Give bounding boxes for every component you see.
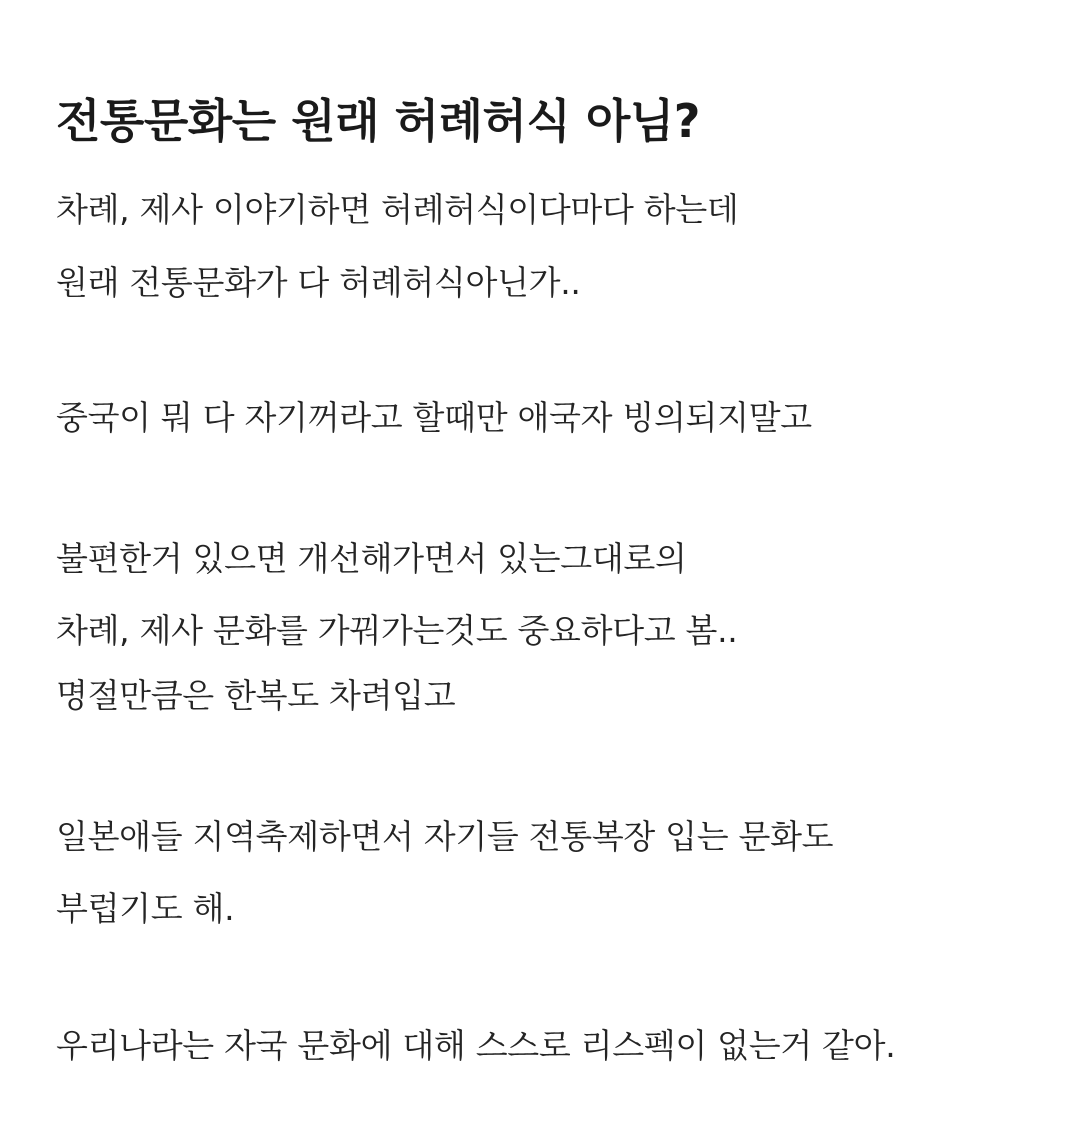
- body-line: 차례, 제사 문화를 가꿔가는것도 중요하다고 봄..: [56, 611, 738, 650]
- body-line: 명절만큼은 한복도 차려입고: [56, 676, 456, 715]
- body-line: 원래 전통문화가 다 허례허식아닌가..: [56, 263, 581, 302]
- body-line: 일본애들 지역축제하면서 자기들 전통복장 입는 문화도: [56, 817, 834, 856]
- body-line: 불편한거 있으면 개선해가면서 있는그대로의: [56, 539, 687, 578]
- body-line: 부럽기도 해.: [56, 889, 235, 928]
- body-line: 중국이 뭐 다 자기꺼라고 할때만 애국자 빙의되지말고: [56, 398, 812, 437]
- body-line: 우리나라는 자국 문화에 대해 스스로 리스펙이 없는거 같아.: [56, 1026, 896, 1065]
- body-line: 차례, 제사 이야기하면 허례허식이다마다 하는데: [56, 190, 739, 229]
- post-title: 전통문화는 원래 허례허식 아님?: [56, 94, 700, 148]
